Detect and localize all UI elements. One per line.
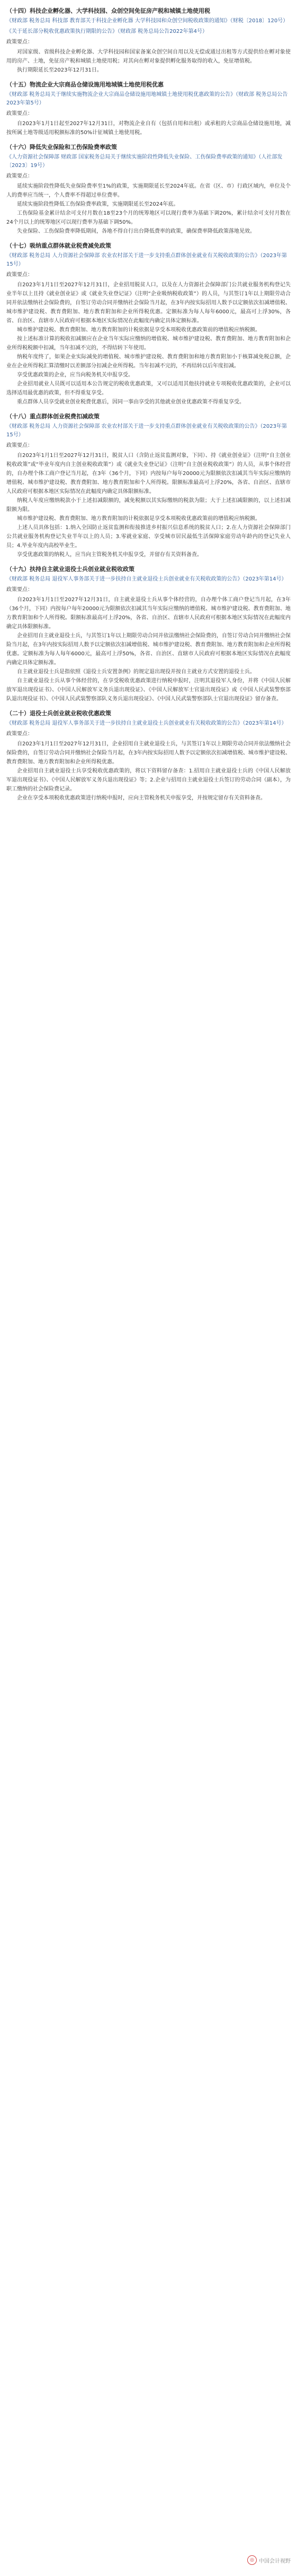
- source-note-link[interactable]: 《关于延长部分税收优惠政策执行期限的公告》（财政部 税务总局公告2022年第4号）: [6, 29, 208, 34]
- policy-section: [6, 412, 291, 559]
- policy-paragraph: 自2023年1月1日至2027年12月31日，自主就业退役士兵从事个体经营的，自办理个体工商户登记当月起，在3年（36个月，下同）内按每户每年20000元为限额依次扣减其当年实际应缴纳的增值税、城市维护建设税、教育费附加、地方教育附加和个人所得税。限额标准最高可上浮20%，各省、自治区、直辖市人民政府可根据本地区实际情况在此幅度内确定具体限额标准。: [6, 597, 291, 630]
- policy-paragraph: 延续实施阶段性降低失业保险费率至1%的政策，实施期限延长至2024年底。在省（区、市）行政区域内，单位及个人的费率应当统一，个人费率不得超过单位费率。: [6, 183, 291, 198]
- section-title: （十九）扶持自主就业退役士兵创业就业税收政策: [6, 566, 134, 573]
- policy-label: 政策要点：: [6, 587, 33, 593]
- policy-paragraph: 延续实施阶段性降低工伤保险费率政策，实施期限延长至2024年底。: [17, 201, 179, 207]
- section-title: （十六）降低失业保险和工伤保险费率政策: [6, 144, 117, 151]
- policy-paragraph: 享受优惠政策的纳税人，应当向主管税务机关申报享受，并留存有关资料备查。: [17, 552, 202, 558]
- policy-paragraph: 重点群体人员享受就业创业税费优惠后，因同一事由享受的其他就业创业优惠政策不得重复享受。: [17, 399, 245, 405]
- policy-paragraph: 自2023年1月1日起至2027年12月31日，对物流企业自有（包括自用和出租）或承租的大宗商品仓储设施用地，减按所属土地等级适用税额标准的50%计征城镇土地使用税。: [6, 121, 291, 136]
- policy-paragraph: 企业招用自主就业退役士兵享受税收优惠政策的，将以下资料留存备查：1.招用自主就业退役士兵的《中国人民解放军退出现役证书》、《中国人民解放军义务兵退出现役证》等；2.企业与招用自主就业退役士兵签订的劳动合同（副本），为职工缴纳的社会保险费记录。: [6, 768, 291, 792]
- policy-paragraph: 城市维护建设税、教育费附加、地方教育附加的计税依据是享受本项税收优惠政策前的增值税应纳税额。: [17, 327, 260, 333]
- watermark: [247, 2555, 291, 2565]
- policy-paragraph: 对国家级、省级科技企业孵化器、大学科技园和国家备案众创空间自用以及无偿或通过出租等方式提供给在孵对象使用的房产、土地，免征房产税和城镇土地使用税；对其向在孵对象提供孵化服务取得的收入，免征增值税。: [6, 49, 291, 64]
- policy-paragraph: 城市维护建设税、教育费附加、地方教育附加的计税依据是享受本项税收优惠政策前的增值税应纳税额。: [17, 516, 260, 522]
- policy-section: [6, 241, 291, 407]
- policy-section: [6, 709, 291, 803]
- policy-label: 政策要点：: [6, 272, 33, 278]
- policy-section: [6, 143, 291, 236]
- source-link[interactable]: 《人力资源社会保障部 财政部 国家税务总局关于继续实施阶段性降低失业保险、工伤保险费率政策的通知》（人社部发〔2023〕19号）: [6, 154, 283, 169]
- policy-section: [6, 565, 291, 704]
- policy-paragraph: 执行期限延长至2023年12月31日。: [17, 67, 102, 73]
- policy-paragraph: 上述人员具体包括：1.纳入全国防止返贫监测和衔接推进乡村振兴信息系统的脱贫人口；2.在人力资源社会保障部门公共就业服务机构登记失业半年以上的人员；3.零就业家庭、享受城市居民最低生活保障家庭劳动年龄内的登记失业人员；4.毕业年度内高校毕业生。: [6, 525, 291, 549]
- policy-paragraph: 失业保险、工伤保险费率降低期间，各地不得自行出台降低费率的政策，确保费率降低政策落地见效。: [17, 228, 255, 234]
- policy-label: 政策要点：: [6, 39, 33, 45]
- policy-paragraph: 自主就业退役士兵从事个体经营的，在享受税收优惠政策进行纳税申报时，注明其退役军人身份，并将《中国人民解放军退出现役证书》、《中国人民解放军义务兵退出现役证》、《中国人民解放军士官退出现役证》或《中国人民武装警察部队退出现役证书》、《中国人民武装警察部队义务兵退出现役证》、《中国人民武装警察部队士官退出现役证》留存备查。: [6, 678, 291, 702]
- policy-paragraph: 纳税人年度应缴纳税款小于上述扣减限额的，减免税额以其实际缴纳的税款为限；大于上述扣减限额的，以上述扣减限额为限。: [6, 498, 291, 513]
- policy-paragraph: 自主就业退役士兵是指依照《退役士兵安置条例》的规定退出现役并按自主就业方式安置的退役士兵。: [17, 669, 255, 675]
- policy-label: 政策要点：: [6, 173, 33, 179]
- section-title: （十五）物流企业大宗商品仓储设施用地城镇土地使用税优惠: [6, 81, 164, 88]
- source-link[interactable]: 《财政部 税务总局 退役军人事务部关于进一步扶持自主就业退役士兵创业就业有关税收政策的公告》（2023年第14号）: [6, 576, 287, 582]
- policy-paragraph: 企业招用自主就业退役士兵，与其签订1年以上期限劳动合同并依法缴纳社会保险费的，自签订劳动合同并缴纳社会保险当月起，在3年内按实际招用人数予以定额依次扣减增值税、城市维护建设税、教育费附加、地方教育附加和企业所得税优惠。定额标准为每人每年6000元，最高可上浮50%，各省、自治区、直辖市人民政府可根据本地区实际情况在此幅度内确定具体定额标准。: [6, 633, 291, 666]
- source-link[interactable]: 《财政部 税务总局 人力资源社会保障部 农业农村部关于进一步支持重点群体创业就业有关税收政策的公告》（2023年第15号）: [6, 253, 287, 267]
- section-title: （十八）重点群体创业税费扣减政策: [6, 413, 100, 420]
- source-link[interactable]: 《财政部 税务总局关于继续实施物流企业大宗商品仓储设施用地城镇土地使用税优惠政策的公告》（财政部 税务总局公告2023年第5号）: [6, 92, 288, 106]
- document-page: [0, 0, 297, 829]
- policy-section: [6, 80, 291, 137]
- policy-paragraph: 企业在享受本项税收优惠政策进行纳税申报时，应向主管税务机关申报享受，并按规定留存有关资料备查。: [17, 795, 266, 801]
- policy-paragraph: 自2023年1月1日至2027年12月31日，企业招用自主就业退役士兵，与其签订1年以上期限劳动合同并依法缴纳社会保险费的，自签订劳动合同并缴纳社会保险当月起，在3年内按实际招用人数予以定额依次扣减增值税、城市维护建设税、教育费附加、地方教育附加和企业所得税优惠。: [6, 741, 291, 765]
- policy-paragraph: 自2023年1月1日至2027年12月31日，脱贫人口（含防止返贫监测对象，下同）、持《就业创业证》（注明“自主创业税收政策”或“毕业年度内自主创业税收政策”）或《就业失业登记证》（注明“自主创业税收政策”）的人员，从事个体经营的，自办理个体工商户登记当月起，在3年（36个月，下同）内按每户每年20000元为限额依次扣减其当年实际应缴纳的增值税、城市维护建设税、教育费附加、地方教育附加和个人所得税。限额标准最高可上浮20%，各省、自治区、直辖市人民政府可根据本地区实际情况在此幅度内确定具体限额标准。: [6, 453, 291, 495]
- policy-paragraph: 纳税年度终了，如果企业实际减免的增值税、城市维护建设税、教育费附加和地方教育附加小于核算减免税总额，企业在企业所得税汇算清缴时以差额部分扣减企业所得税。当年扣减不完的，不再结转以后年度扣减。: [6, 354, 291, 369]
- policy-paragraph: 按上述标准计算的税收扣减额应在企业当年实际应缴纳的增值税、城市维护建设税、教育费附加、地方教育附加和企业所得税税额中扣减，当年扣减不完的，不得结转下年使用。: [6, 336, 291, 351]
- brand-text: 中国会计视野: [259, 2558, 291, 2564]
- policy-label: 政策要点：: [6, 443, 33, 449]
- source-link[interactable]: 《财政部 税务总局 人力资源社会保障部 农业农村部关于进一步支持重点群体创业就业有关税收政策的公告》（2023年第15号）: [6, 424, 287, 438]
- policy-paragraph: 享受优惠政策的企业，应当向税务机关申报享受。: [17, 372, 133, 378]
- policy-label: 政策要点：: [6, 111, 33, 117]
- source-link[interactable]: 《财政部 税务总局 科技部 教育部关于科技企业孵化器 大学科技园和众创空间税收政策的通知》（财税〔2018〕120号）: [6, 18, 289, 24]
- policy-label: 政策要点：: [6, 731, 33, 737]
- logo-icon: ◎: [247, 2555, 257, 2565]
- source-link[interactable]: 《财政部 税务总局 退役军人事务部关于进一步扶持自主就业退役士兵创业就业有关税收政策的公告》（2023年第14号）: [6, 720, 287, 726]
- section-title: （十七）吸纳重点群体就业税费减免政策: [6, 242, 111, 249]
- section-title: （二十）退役士兵创业就业税收优惠政策: [6, 710, 111, 717]
- policy-paragraph: 自2023年1月1日至2027年12月31日，企业招用脱贫人口，以及在人力资源社会保障部门公共就业服务机构登记失业半年以上且持《就业创业证》或《就业失业登记证》（注明“企业吸纳税收政策”）的人员，与其签订1年以上期限劳动合同并依法缴纳社会保险费的，自签订劳动合同并缴纳社会保险当月起，在3年内按实际招用人数予以定额依次扣减增值税、城市维护建设税、教育费附加、地方教育附加和企业所得税优惠。定额标准为每人每年6000元，最高可上浮30%，各省、自治区、直辖市人民政府可根据本地区实际情况在此幅度内确定具体定额标准。: [6, 282, 291, 324]
- policy-paragraph: 企业招用就业人员既可以适用本公告规定的税收优惠政策，又可以适用其他扶持就业专项税收优惠政策的，企业可以选择适用最优惠的政策，但不得重复享受。: [6, 381, 291, 396]
- policy-section: [6, 6, 291, 75]
- policy-paragraph: 工伤保险基金累计结余可支付月数在18至23个月的统筹地区可以现行费率为基础下调20%，累计结余可支付月数在24个月以上的统筹地区可以现行费率为基础下调50%。: [6, 210, 291, 225]
- section-title: （十四）科技企业孵化器、大学科技园、众创空间免征房产税和城镇土地使用税: [6, 7, 210, 14]
